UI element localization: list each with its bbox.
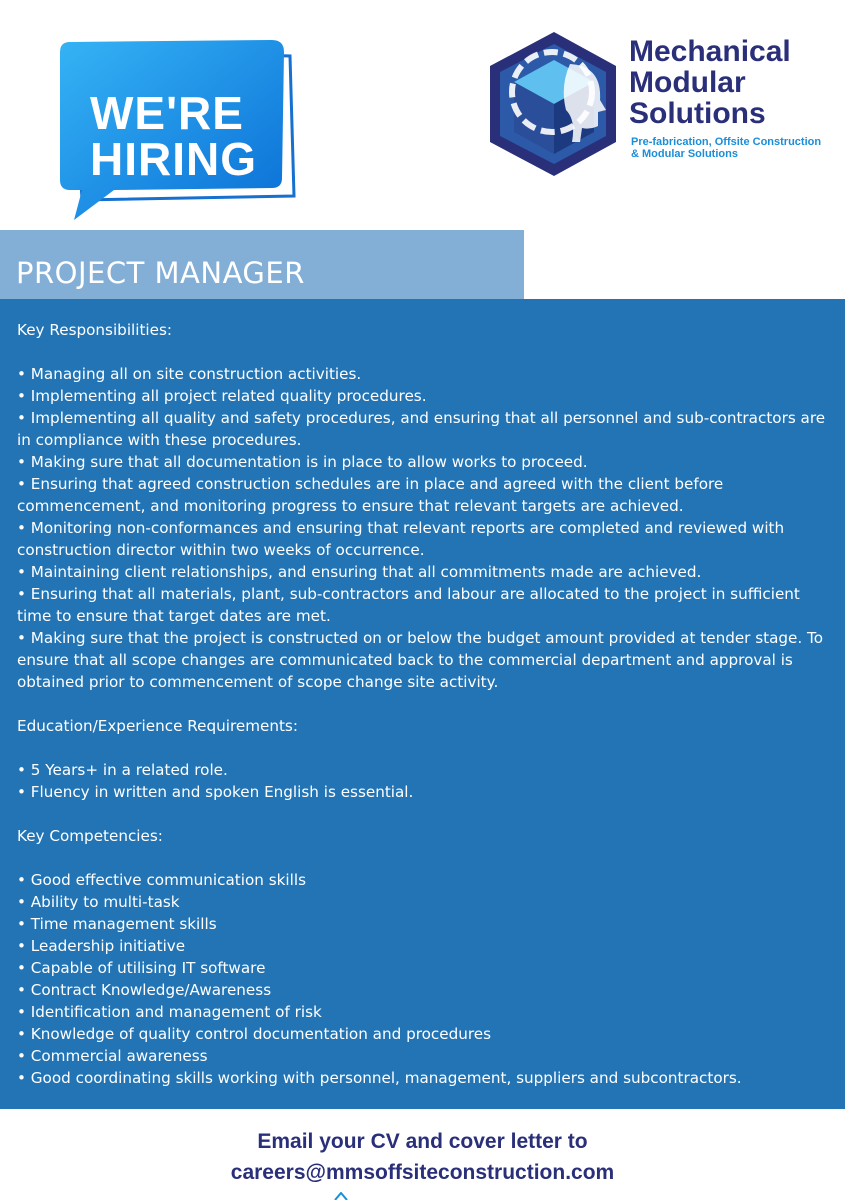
requirements-heading: Education/Experience Requirements: <box>17 717 298 735</box>
logo-name-line-3: Solutions <box>629 97 766 130</box>
responsibility-item: • Ensuring that all materials, plant, sub-contractors and labour are allocated to the project in sufficient time to ensure that target dates are met. <box>17 585 800 625</box>
competency-item: • Good coordinating skills working with personnel, management, suppliers and subcontractors. <box>17 1069 742 1087</box>
chevron-up-icon <box>334 1192 348 1200</box>
responsibility-item: • Implementing all project related quality procedures. <box>17 387 427 405</box>
responsibility-item: • Making sure that the project is constructed on or below the budget amount provided at tender stage. To ensure that all scope changes are communicated back to the commercial department and approval is obtained prior to commencement of scope change site activity. <box>17 629 824 691</box>
requirement-item: • 5 Years+ in a related role. <box>17 761 228 779</box>
company-logo-icon <box>486 30 626 180</box>
competency-item: • Commercial awareness <box>17 1047 208 1065</box>
logo-name-line-2: Modular <box>629 66 746 99</box>
competency-item: • Time management skills <box>17 915 217 933</box>
badge-line-2: HIRING <box>90 133 257 185</box>
responsibility-item: • Ensuring that agreed construction schedules are in place and agreed with the client before commencement, and monitoring progress to ensure that relevant targets are achieved. <box>17 475 724 515</box>
requirement-item: • Fluency in written and spoken English is essential. <box>17 783 414 801</box>
competency-item: • Good effective communication skills <box>17 871 307 889</box>
responsibility-item: • Managing all on site construction activities. <box>17 365 362 383</box>
competency-item: • Capable of utilising IT software <box>17 959 266 977</box>
logo-name-line-1: Mechanical <box>629 35 791 68</box>
footer-cta <box>0 1126 845 1188</box>
responsibility-item: • Maintaining client relationships, and ensuring that all commitments made are achieved. <box>17 563 702 581</box>
competency-item: • Knowledge of quality control documentation and procedures <box>17 1025 492 1043</box>
responsibility-item: • Making sure that all documentation is in place to allow works to proceed. <box>17 453 588 471</box>
responsibilities-heading: Key Responsibilities: <box>17 321 173 339</box>
title-band <box>0 230 524 300</box>
responsibility-item: • Implementing all quality and safety procedures, and ensuring that all personnel and sub-contractors are in compliance with these procedures. <box>17 409 826 449</box>
responsibility-item: • Monitoring non-conformances and ensuring that relevant reports are completed and reviewed with construction director within two weeks of occurrence. <box>17 519 785 559</box>
careers-email-link[interactable]: careers@mmsoffsiteconstruction.com <box>230 1161 615 1184</box>
competencies-heading: Key Competencies: <box>17 827 163 845</box>
competency-item: • Identification and management of risk <box>17 1003 322 1021</box>
competency-item: • Leadership initiative <box>17 937 186 955</box>
job-title: PROJECT MANAGER <box>16 256 305 290</box>
hiring-badge <box>52 38 300 223</box>
logo-tagline-line-2: & Modular Solutions <box>631 148 738 160</box>
badge-line-1: WE'RE <box>90 87 244 139</box>
footer-instruction: Email your CV and cover letter to <box>257 1130 588 1153</box>
competency-item: • Contract Knowledge/Awareness <box>17 981 272 999</box>
competency-item: • Ability to multi-task <box>17 893 180 911</box>
company-logo <box>486 30 826 180</box>
logo-tagline-line-1: Pre-fabrication, Offsite Construction <box>631 136 822 148</box>
job-description-panel <box>0 299 845 1109</box>
